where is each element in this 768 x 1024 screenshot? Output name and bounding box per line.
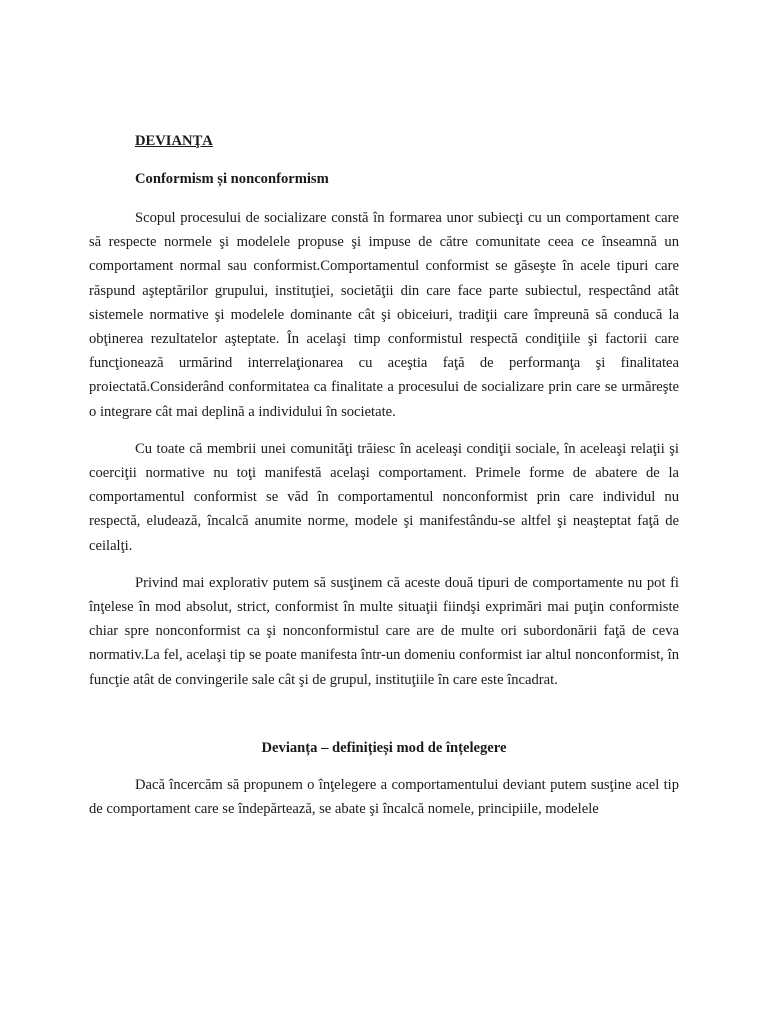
document-title: DEVIANŢA [135, 133, 213, 149]
paragraph-3: Privind mai explorativ putem să susţinem că aceste două tipuri de comportamente nu pot fi înţelese în mod absolut, strict, conformist în multe situaţii fiindşi exprimări mai puţin conformiste chiar spre nonconformist ca şi nonconformistul care are de multe ori subordonării faţă de ceva normativ.La fel, acelaşi tip se poate manifesta într-un domeniu conformist iar altul nonconformist, în funcţie atât de convingerile sale cât şi de grupul, instituţiile în care este încadrat. [89, 574, 679, 688]
paragraph-1: Scopul procesului de socializare constă în formarea unor subiecţi cu un comportament care să respecte normele şi modelele propuse şi impuse de către comunitate ceea ce înseamnă un comportament normal sau conformist.Comportamentul conformist se găseşte în acele tipuri care răspund aşteptărilor grupului, instituţiei, societăţii din care face parte subiectul, respectând atât sistemele normative şi modelele dominante cât şi obiceiuri, tradiţii care împreună să conducă la obţinerea rezultatelor aşteptate. În acelaşi timp conformistul respectă condiţiile şi factorii care funcţionează urmărind interrelaţionarea cu aceştia faţă de performanţa şi finalitatea proiectată.Considerând conformitatea ca finalitate a procesului de socializare prin care se urmăreşte o integrare cât mai deplină a individului în societate. [89, 210, 679, 420]
document-body [89, 130, 679, 821]
paragraph-2: Cu toate că membrii unei comunităţi trăiesc în aceleaşi condiţii sociale, în aceleaşi relaţii şi coerciţii normative nu toţi manifestă acelaşi comportament. Primele forme de abatere de la comportamentul conformist se văd în comportamentul nonconformist prin care individul nu respectă, eludează, încalcă anumite norme, modele şi manifestându-se altfel şi neaşteptat faţă de ceilalţi. [89, 440, 679, 554]
section-paragraph: Dacă încercăm să propunem o înţelegere a comportamentului deviant putem susţine acel tip de comportament care se îndepărtează, se abate şi încalcă nomele, principiile, modelele [89, 776, 679, 818]
section-heading: Devianța – definițieși mod de înțelegere [261, 739, 507, 756]
document-subtitle: Conformism și nonconformism [135, 171, 329, 187]
